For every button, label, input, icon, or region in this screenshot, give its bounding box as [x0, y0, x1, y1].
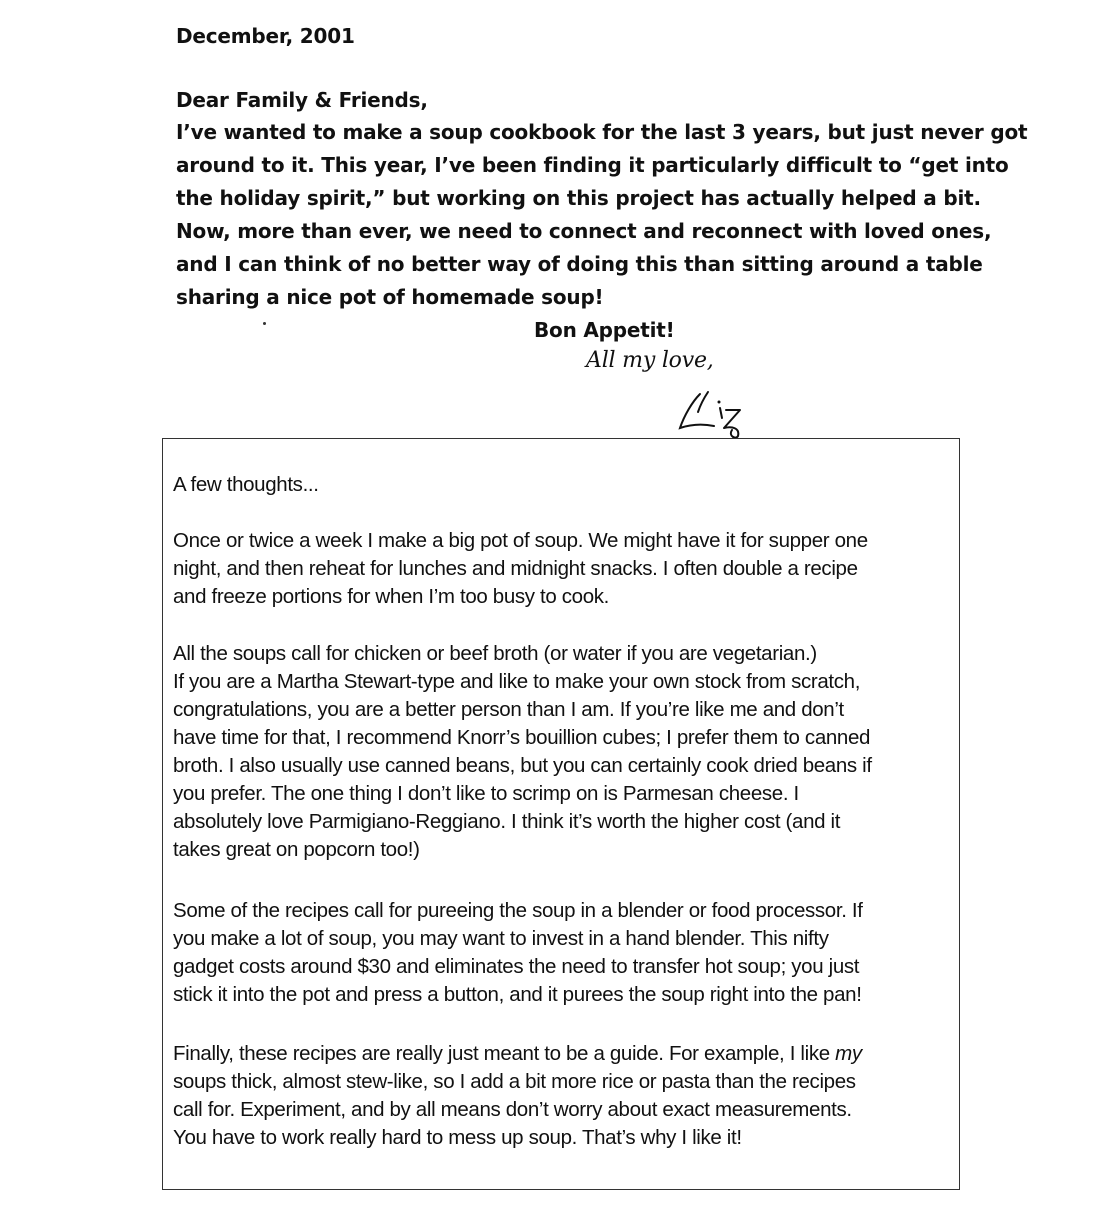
paragraph-line: and freeze portions for when I’m too busy to cook.: [173, 585, 610, 608]
paragraph-line: If you are a Martha Stewart-type and like to make your own stock from scratch,: [173, 670, 861, 693]
paragraph-line: Once or twice a week I make a big pot of soup. We might have it for supper one: [173, 529, 868, 552]
paragraph-line: broth. I also usually use canned beans, but you can certainly cook dried beans if: [173, 754, 872, 777]
paragraph-line: gadget costs around $30 and eliminates the need to transfer hot soup; you just: [173, 955, 860, 978]
paragraph-line: absolutely love Parmigiano-Reggiano. I think it’s worth the higher cost (and it: [173, 810, 841, 833]
letter-body-line: I’ve wanted to make a soup cookbook for the last 3 years, but just never got: [176, 120, 1028, 144]
paragraph-line: have time for that, I recommend Knorr’s bouillion cubes; I prefer them to canned: [173, 726, 871, 749]
paragraph-line: you prefer. The one thing I don’t like to scrimp on is Parmesan cheese. I: [173, 782, 799, 805]
thoughts-box: [162, 438, 960, 1190]
paragraph-line: takes great on popcorn too!): [173, 838, 420, 861]
paragraph-line: soups thick, almost stew-like, so I add a bit more rice or pasta than the recipes: [173, 1070, 856, 1093]
paragraph-line: call for. Experiment, and by all means don’t worry about exact measurements.: [173, 1098, 852, 1121]
letter-body-line: around to it. This year, I’ve been finding it particularly difficult to “get into: [176, 153, 1009, 177]
letter-body-line: Now, more than ever, we need to connect and reconnect with loved ones,: [176, 219, 992, 243]
thoughts-heading: A few thoughts...: [173, 473, 319, 496]
letter-greeting: Dear Family & Friends,: [176, 88, 428, 112]
paragraph-line-start: Finally, these recipes are really just meant to be a guide. For example, I like: [173, 1042, 836, 1065]
paragraph-line: All the soups call for chicken or beef broth (or water if you are vegetarian.): [173, 642, 817, 665]
paragraph-line: [173, 1042, 862, 1066]
letter-date: December, 2001: [176, 24, 355, 48]
letter-body-line: the holiday spirit,” but working on this project has actually helped a bit.: [176, 186, 981, 210]
letter-body-line: and I can think of no better way of doing this than sitting around a table: [176, 252, 983, 276]
paragraph-line: You have to work really hard to mess up soup. That’s why I like it!: [173, 1126, 742, 1149]
paragraph-line: night, and then reheat for lunches and midnight snacks. I often double a recipe: [173, 557, 858, 580]
letter-signoff: All my love,: [586, 348, 714, 373]
paragraph-line: Some of the recipes call for pureeing the soup in a blender or food processor. If: [173, 899, 863, 922]
paragraph-line: congratulations, you are a better person than I am. If you’re like me and don’t: [173, 698, 844, 721]
stray-dot: [263, 322, 266, 325]
emphasized-word: my: [835, 1042, 862, 1065]
letter-body-line: sharing a nice pot of homemade soup!: [176, 285, 604, 309]
letter-closing: Bon Appetit!: [534, 318, 675, 342]
paragraph-line: stick it into the pot and press a button, and it purees the soup right into the pan!: [173, 983, 862, 1006]
paragraph-line: you make a lot of soup, you may want to invest in a hand blender. This nifty: [173, 927, 829, 950]
handwritten-signature: [670, 388, 760, 438]
